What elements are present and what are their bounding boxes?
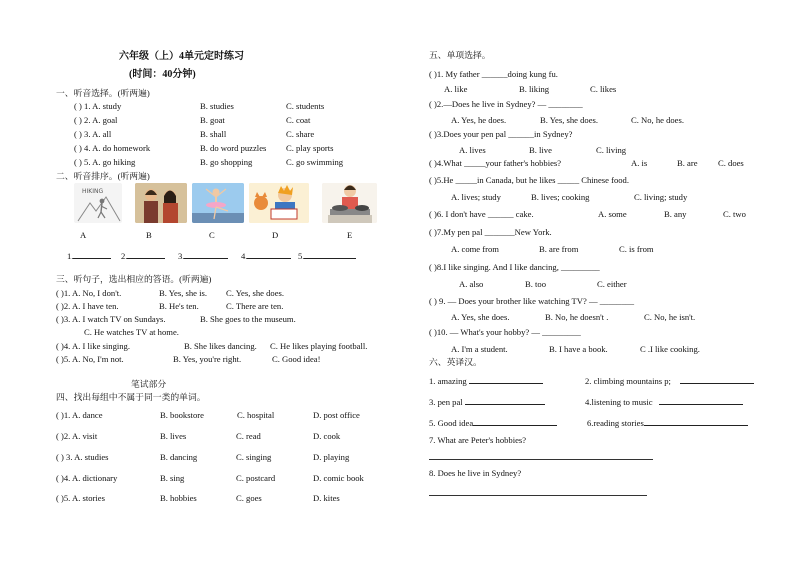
s5-q8-a: A. also [459,279,484,289]
s3-row-2-c: C. There are ten. [226,301,284,311]
s5-q3-b: B. live [529,145,552,155]
picture-c-dancer [192,183,244,223]
s5-q7-c: C. is from [619,244,654,254]
s3-row-3-b: B. She goes to the museum. [200,314,296,324]
s1-row-4-b: B. do word puzzles [200,143,267,153]
s5-q9: ( ) 9. — Does your brother like watching TV? — ________ [429,296,635,306]
s5-q3: ( )3.Does your pen pal ______in Sydney? [429,129,573,139]
s3-row-3-c-wrap: C. He watches TV at home. [84,327,179,337]
s5-q8-b: B. too [525,279,547,289]
s4-row-1-a: ( )1. A. dance [56,410,103,420]
picture-b-people [135,183,187,223]
s5-q9-b: B. No, he doesn't . [545,312,609,322]
s6-item-2[interactable]: 2. climbing mountains p; [585,374,754,387]
s5-q10-a: A. I'm a student. [451,344,508,354]
section-3-heading: 三、听句子，选出相应的答语。(听两遍) [56,274,212,284]
s4-row-3-b: B. dancing [160,452,198,462]
s5-q1: ( )1. My father ______doing kung fu. [429,69,558,79]
s5-q5-b: B. lives; cooking [531,192,590,202]
s5-q6-a: A. some [598,209,627,219]
s1-row-5-c: C. go swimming [286,157,344,167]
s1-row-4-a: ( ) 4. A. do homework [74,143,151,153]
picture-letter-a: A [80,230,87,240]
s5-q2-b: B. Yes, she does. [540,115,599,125]
s1-row-1-c: C. students [286,101,325,111]
s4-row-5-c: C. goes [236,493,262,503]
s3-row-2-a: ( )2. A. I have ten. [56,301,119,311]
section-4-heading: 四、找出每组中不属于同一类的单词。 [56,392,206,402]
s4-row-4-c: C. postcard [236,473,276,483]
s3-row-5-c: C. Good idea! [272,354,321,364]
hiking-sign-text: HIKING [82,188,104,195]
s4-row-2-a: ( )2. A. visit [56,431,98,441]
s6-item-4[interactable]: 4.listening to music [585,395,743,408]
s4-row-4-a: ( )4. A. dictionary [56,473,118,483]
order-blank-5[interactable]: 5. [298,249,356,262]
s5-q5-a: A. lives; study [451,192,501,202]
s5-q4-c: C. does [718,158,744,168]
s4-row-5-d: D. kites [313,493,340,503]
s1-row-2-a: ( ) 2. A. goal [74,115,118,125]
picture-letter-e: E [347,230,353,240]
s5-q3-a: A. lives [459,145,486,155]
s4-row-1-b: B. bookstore [160,410,204,420]
s4-row-3-c: C. singing [236,452,272,462]
picture-letter-b: B [146,230,152,240]
s5-q10-b: B. I have a book. [549,344,608,354]
s4-row-3-a: ( ) 3. A. studies [56,452,109,462]
s3-row-4-c: C. He likes playing football. [270,341,368,351]
s5-q10-c: C .I like cooking. [640,344,700,354]
section-6-heading: 六、英译汉。 [429,357,482,367]
section-5-heading: 五、单项选择。 [429,50,491,60]
s4-row-3-d: D. playing [313,452,350,462]
order-blank-2[interactable]: 2. [121,249,165,262]
s6-item-7: 7. What are Peter's hobbies? [429,435,527,445]
s1-row-3-a: ( ) 3. A. all [74,129,112,139]
s5-q6-b: B. any [664,209,687,219]
s1-row-1-a: ( ) 1. A. study [74,101,122,111]
s1-row-2-c: C. coat [286,115,311,125]
s1-row-3-c: C. share [286,129,315,139]
s4-row-5-b: B. hobbies [160,493,197,503]
s1-row-1-b: B. studies [200,101,234,111]
written-part-heading: 笔试部分 [131,379,167,389]
order-blank-3[interactable]: 3. [178,249,228,262]
s4-row-1-c: C. hospital [237,410,275,420]
s5-q4-b: B. are [677,158,698,168]
s6-item-8: 8. Does he live in Sydney? [429,468,522,478]
section-2-heading: 二、听音排序。(听两遍) [56,171,150,181]
s3-row-1-b: B. Yes, she is. [159,288,207,298]
s5-q2-a: A. Yes, he does. [451,115,507,125]
s5-q1-b: B. liking [519,84,550,94]
s5-q8-c: C. either [597,279,627,289]
page-title: 六年级（上）4单元定时练习 [119,51,244,62]
s4-row-2-b: B. lives [160,431,187,441]
s4-row-4-d: D. comic book [313,473,364,483]
s1-row-3-b: B. shall [200,129,227,139]
s5-q7: ( )7.My pen pal _______New York. [429,227,552,237]
s5-q9-a: A. Yes, she does. [451,312,510,322]
s5-q7-b: B. are from [539,244,579,254]
s3-row-4-a: ( )4. A. I like singing. [56,341,130,351]
s5-q10: ( )10. — What's your hobby? — _________ [429,327,581,337]
page-subtitle: (时间：40分钟) [129,69,196,80]
s3-row-1-c: C. Yes, she does. [226,288,285,298]
s5-q1-c: C. likes [590,84,617,94]
picture-e-cooking [322,183,377,223]
s4-row-1-d: D. post office [313,410,360,420]
s6-item-8-answer-line[interactable] [429,495,647,496]
s5-q6-c: C. two [723,209,746,219]
s4-row-4-b: B. sing [160,473,185,483]
s5-q2-c: C. No, he does. [631,115,684,125]
s6-item-5[interactable]: 5. Good idea [429,416,557,429]
s3-row-4-b: B. She likes dancing. [184,341,257,351]
s5-q5: ( )5.He _____in Canada, but he likes _____ Chinese food. [429,175,630,185]
picture-d-reading [249,183,309,223]
s6-item-3[interactable]: 3. pen pal [429,395,545,408]
section-1-heading: 一、听音选择。(听两遍) [56,88,150,98]
s5-q7-a: A. come from [451,244,499,254]
s6-item-6[interactable]: 6.reading stories [587,416,748,429]
picture-letter-d: D [272,230,279,240]
order-blank-1[interactable]: 1. [67,249,111,262]
s5-q4-a: A. is [631,158,648,168]
picture-letter-c: C [209,230,215,240]
s4-row-5-a: ( )5. A. stories [56,493,105,503]
s5-q6: ( )6. I don't have ______ cake. [429,209,534,219]
s5-q4: ( )4.What _____your father's hobbies? [429,158,562,168]
s4-row-2-c: C. read [236,431,261,441]
s5-q9-c: C. No, he isn't. [644,312,696,322]
s1-row-4-c: C. play sports [286,143,334,153]
order-blank-4[interactable]: 4. [241,249,291,262]
s3-row-3-a: ( )3. A. I watch TV on Sundays. [56,314,166,324]
s3-row-5-a: ( )5. A. No, I'm not. [56,354,124,364]
s3-row-1-a: ( )1. A. No, I don't. [56,288,122,298]
s5-q5-c: C. living; study [634,192,688,202]
s3-row-5-b: B. Yes, you're right. [173,354,242,364]
s4-row-2-d: D. cook [313,431,341,441]
s5-q2: ( )2.—Does he live in Sydney? — ________ [429,99,583,109]
s6-item-1[interactable]: 1. amazing [429,374,543,387]
s1-row-5-b: B. go shopping [200,157,253,167]
s1-row-5-a: ( ) 5. A. go hiking [74,157,136,167]
s6-item-7-answer-line[interactable] [429,459,653,460]
s3-row-2-b: B. He's ten. [159,301,199,311]
s5-q3-c: C. living [596,145,627,155]
picture-a-hiking [74,183,122,223]
s1-row-2-b: B. goat [200,115,225,125]
s5-q1-a: A. like [444,84,468,94]
s5-q8: ( )8.I like singing. And I like dancing, _________ [429,262,600,272]
